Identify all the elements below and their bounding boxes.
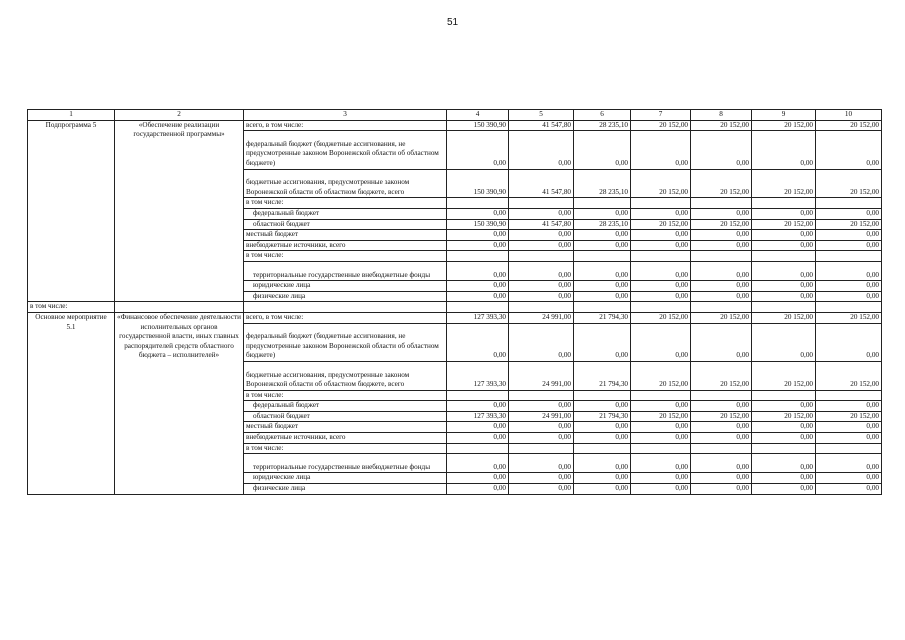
header-cell: 7 (631, 110, 691, 121)
amount-cell: 0,00 (574, 230, 631, 241)
amount-cell: 0,00 (509, 401, 574, 412)
amount-cell: 20 152,00 (691, 120, 752, 131)
amount-cell (631, 390, 691, 401)
funding-source-cell: в том числе: (244, 443, 447, 454)
amount-cell: 24 991,00 (509, 411, 574, 422)
table-body (28, 110, 882, 495)
amount-cell (816, 251, 882, 262)
amount-cell: 0,00 (631, 261, 691, 280)
amount-cell: 20 152,00 (631, 312, 691, 323)
amount-cell: 20 152,00 (631, 219, 691, 230)
amount-cell (574, 443, 631, 454)
amount-cell: 0,00 (752, 433, 816, 444)
amount-cell: 0,00 (816, 454, 882, 473)
amount-cell: 0,00 (447, 422, 509, 433)
amount-cell: 41 547,80 (509, 169, 574, 198)
amount-cell: 0,00 (816, 230, 882, 241)
amount-cell: 24 991,00 (509, 312, 574, 323)
funding-source-cell: местный бюджет (244, 422, 447, 433)
amount-cell (509, 390, 574, 401)
amount-cell: 127 393,30 (447, 361, 509, 390)
amount-cell (691, 251, 752, 262)
amount-cell: 0,00 (816, 291, 882, 302)
amount-cell: 0,00 (447, 281, 509, 292)
amount-cell: 0,00 (631, 291, 691, 302)
header-cell: 5 (509, 110, 574, 121)
amount-cell: 0,00 (509, 323, 574, 361)
amount-cell: 0,00 (752, 323, 816, 361)
program-code-cell: Подпрограмма 5 (28, 120, 115, 302)
funding-source-cell: областной бюджет (244, 411, 447, 422)
header-cell: 3 (244, 110, 447, 121)
amount-cell: 0,00 (509, 433, 574, 444)
amount-cell: 0,00 (447, 230, 509, 241)
amount-cell (447, 390, 509, 401)
amount-cell: 0,00 (631, 473, 691, 484)
amount-cell (574, 390, 631, 401)
amount-cell: 0,00 (631, 230, 691, 241)
amount-cell (509, 251, 574, 262)
amount-cell: 0,00 (691, 323, 752, 361)
amount-cell (816, 390, 882, 401)
funding-source-cell: юридические лица (244, 473, 447, 484)
amount-cell: 20 152,00 (752, 169, 816, 198)
amount-cell: 0,00 (816, 240, 882, 251)
amount-cell: 0,00 (631, 208, 691, 219)
header-cell: 2 (115, 110, 244, 121)
amount-cell: 0,00 (574, 433, 631, 444)
header-cell: 9 (752, 110, 816, 121)
amount-cell: 0,00 (752, 401, 816, 412)
amount-cell: 0,00 (631, 240, 691, 251)
amount-cell: 0,00 (509, 230, 574, 241)
amount-cell: 0,00 (509, 261, 574, 280)
amount-cell: 0,00 (574, 261, 631, 280)
empty-cell (574, 302, 631, 313)
amount-cell: 0,00 (816, 401, 882, 412)
amount-cell: 0,00 (509, 131, 574, 169)
amount-cell: 20 152,00 (752, 361, 816, 390)
amount-cell: 0,00 (574, 454, 631, 473)
amount-cell: 0,00 (574, 323, 631, 361)
amount-cell: 127 393,30 (447, 312, 509, 323)
funding-source-cell: внебюджетные источники, всего (244, 240, 447, 251)
amount-cell: 0,00 (509, 484, 574, 495)
program-code-cell: Основное мероприятие 5.1 (28, 312, 115, 494)
amount-cell (631, 251, 691, 262)
amount-cell: 20 152,00 (816, 169, 882, 198)
amount-cell (691, 198, 752, 209)
amount-cell: 0,00 (691, 261, 752, 280)
budget-table (27, 109, 882, 495)
amount-cell: 0,00 (447, 484, 509, 495)
amount-cell: 0,00 (691, 131, 752, 169)
amount-cell: 0,00 (509, 422, 574, 433)
amount-cell (447, 198, 509, 209)
empty-cell (631, 302, 691, 313)
amount-cell: 0,00 (574, 484, 631, 495)
amount-cell: 0,00 (816, 131, 882, 169)
amount-cell: 41 547,80 (509, 120, 574, 131)
amount-cell: 0,00 (752, 291, 816, 302)
funding-source-cell: федеральный бюджет (244, 401, 447, 412)
header-cell: 8 (691, 110, 752, 121)
amount-cell: 28 235,10 (574, 219, 631, 230)
funding-source-cell: федеральный бюджет (244, 208, 447, 219)
amount-cell: 0,00 (631, 454, 691, 473)
amount-cell: 150 390,90 (447, 219, 509, 230)
amount-cell: 28 235,10 (574, 120, 631, 131)
funding-source-cell: в том числе: (244, 198, 447, 209)
amount-cell: 0,00 (752, 230, 816, 241)
amount-cell: 0,00 (509, 473, 574, 484)
amount-cell: 21 794,30 (574, 361, 631, 390)
amount-cell (752, 390, 816, 401)
amount-cell: 0,00 (691, 484, 752, 495)
amount-cell: 0,00 (816, 473, 882, 484)
amount-cell: 127 393,30 (447, 411, 509, 422)
amount-cell (691, 443, 752, 454)
amount-cell: 0,00 (816, 422, 882, 433)
header-cell: 1 (28, 110, 115, 121)
amount-cell: 20 152,00 (752, 312, 816, 323)
amount-cell: 0,00 (752, 131, 816, 169)
amount-cell: 0,00 (816, 281, 882, 292)
amount-cell: 0,00 (691, 281, 752, 292)
funding-source-cell: федеральный бюджет (бюджетные ассигнования, не предусмотренные законом Воронежской области об областном бюджете) (244, 323, 447, 361)
amount-cell: 0,00 (752, 208, 816, 219)
amount-cell: 0,00 (752, 422, 816, 433)
funding-source-cell: бюджетные ассигнования, предусмотренные законом Воронежской области об областном бюджете, всего (244, 169, 447, 198)
amount-cell: 0,00 (816, 433, 882, 444)
empty-cell (752, 302, 816, 313)
amount-cell: 0,00 (447, 454, 509, 473)
page-number: 51 (446, 17, 459, 28)
funding-source-cell: бюджетные ассигнования, предусмотренные законом Воронежской области об областном бюджете, всего (244, 361, 447, 390)
amount-cell: 0,00 (631, 281, 691, 292)
funding-source-cell: всего, в том числе: (244, 312, 447, 323)
amount-cell: 0,00 (447, 131, 509, 169)
amount-cell (574, 198, 631, 209)
amount-cell: 0,00 (816, 208, 882, 219)
amount-cell: 0,00 (752, 281, 816, 292)
amount-cell: 0,00 (447, 433, 509, 444)
amount-cell: 0,00 (447, 261, 509, 280)
funding-source-cell: федеральный бюджет (бюджетные ассигнования, не предусмотренные законом Воронежской области об областном бюджете) (244, 131, 447, 169)
amount-cell: 0,00 (509, 240, 574, 251)
table-row (28, 312, 882, 323)
amount-cell (816, 443, 882, 454)
funding-source-cell: территориальные государственные внебюджетные фонды (244, 454, 447, 473)
amount-cell: 20 152,00 (816, 411, 882, 422)
amount-cell: 21 794,30 (574, 312, 631, 323)
program-name-cell: «Обеспечение реализации государственной программы» (115, 120, 244, 302)
amount-cell (816, 198, 882, 209)
empty-cell (816, 302, 882, 313)
amount-cell (509, 443, 574, 454)
amount-cell: 0,00 (447, 323, 509, 361)
amount-cell: 24 991,00 (509, 361, 574, 390)
header-cell: 4 (447, 110, 509, 121)
amount-cell: 0,00 (691, 454, 752, 473)
amount-cell: 0,00 (574, 131, 631, 169)
separator-label: в том числе: (28, 302, 115, 313)
amount-cell (631, 198, 691, 209)
amount-cell: 20 152,00 (752, 411, 816, 422)
empty-cell (691, 302, 752, 313)
amount-cell: 0,00 (631, 323, 691, 361)
amount-cell: 0,00 (631, 401, 691, 412)
funding-source-cell: физические лица (244, 291, 447, 302)
amount-cell: 0,00 (574, 422, 631, 433)
funding-source-cell: местный бюджет (244, 230, 447, 241)
amount-cell: 0,00 (816, 484, 882, 495)
funding-source-cell: внебюджетные источники, всего (244, 433, 447, 444)
amount-cell: 20 152,00 (631, 411, 691, 422)
amount-cell: 0,00 (574, 473, 631, 484)
amount-cell: 150 390,90 (447, 169, 509, 198)
amount-cell: 41 547,80 (509, 219, 574, 230)
amount-cell (752, 443, 816, 454)
amount-cell: 0,00 (691, 240, 752, 251)
amount-cell (691, 390, 752, 401)
amount-cell: 0,00 (691, 433, 752, 444)
amount-cell: 0,00 (574, 240, 631, 251)
amount-cell: 0,00 (574, 281, 631, 292)
amount-cell: 0,00 (752, 454, 816, 473)
amount-cell: 0,00 (691, 230, 752, 241)
amount-cell: 0,00 (631, 484, 691, 495)
amount-cell: 0,00 (631, 433, 691, 444)
amount-cell: 20 152,00 (691, 312, 752, 323)
amount-cell: 0,00 (447, 208, 509, 219)
amount-cell (509, 198, 574, 209)
amount-cell: 0,00 (574, 208, 631, 219)
amount-cell: 20 152,00 (691, 361, 752, 390)
amount-cell: 0,00 (631, 131, 691, 169)
amount-cell: 0,00 (631, 422, 691, 433)
amount-cell: 0,00 (816, 323, 882, 361)
header-cell: 6 (574, 110, 631, 121)
amount-cell: 20 152,00 (691, 169, 752, 198)
empty-cell (447, 302, 509, 313)
table-row (28, 120, 882, 131)
amount-cell: 20 152,00 (816, 120, 882, 131)
amount-cell: 0,00 (447, 240, 509, 251)
amount-cell: 0,00 (509, 454, 574, 473)
funding-source-cell: в том числе: (244, 390, 447, 401)
amount-cell: 20 152,00 (816, 361, 882, 390)
amount-cell: 0,00 (752, 261, 816, 280)
amount-cell: 0,00 (509, 291, 574, 302)
amount-cell: 150 390,90 (447, 120, 509, 131)
amount-cell (574, 251, 631, 262)
amount-cell: 0,00 (447, 473, 509, 484)
program-name-cell: «Финансовое обеспечение деятельности исполнительных органов государственной власти, иных главных распорядителей средств областного бюджета – исполнителей» (115, 312, 244, 494)
amount-cell: 0,00 (574, 401, 631, 412)
amount-cell: 0,00 (447, 291, 509, 302)
funding-source-cell: физические лица (244, 484, 447, 495)
amount-cell: 20 152,00 (631, 169, 691, 198)
amount-cell (447, 251, 509, 262)
separator-row (28, 302, 882, 313)
amount-cell (752, 251, 816, 262)
amount-cell: 21 794,30 (574, 411, 631, 422)
funding-source-cell: областной бюджет (244, 219, 447, 230)
funding-source-cell: юридические лица (244, 281, 447, 292)
amount-cell: 0,00 (574, 291, 631, 302)
amount-cell: 0,00 (752, 484, 816, 495)
amount-cell: 0,00 (816, 261, 882, 280)
empty-cell (509, 302, 574, 313)
amount-cell: 20 152,00 (691, 219, 752, 230)
header-row (28, 110, 882, 121)
amount-cell: 0,00 (509, 281, 574, 292)
amount-cell (447, 443, 509, 454)
header-cell: 10 (816, 110, 882, 121)
amount-cell: 20 152,00 (816, 219, 882, 230)
funding-source-cell: в том числе: (244, 251, 447, 262)
amount-cell: 0,00 (691, 401, 752, 412)
amount-cell: 0,00 (691, 291, 752, 302)
amount-cell: 20 152,00 (691, 411, 752, 422)
amount-cell: 20 152,00 (631, 361, 691, 390)
amount-cell: 20 152,00 (631, 120, 691, 131)
amount-cell: 0,00 (509, 208, 574, 219)
empty-cell (115, 302, 244, 313)
amount-cell: 20 152,00 (752, 219, 816, 230)
empty-cell (244, 302, 447, 313)
amount-cell: 0,00 (691, 208, 752, 219)
amount-cell: 0,00 (691, 473, 752, 484)
amount-cell: 20 152,00 (816, 312, 882, 323)
funding-source-cell: территориальные государственные внебюджетные фонды (244, 261, 447, 280)
funding-source-cell: всего, в том числе: (244, 120, 447, 131)
amount-cell: 28 235,10 (574, 169, 631, 198)
amount-cell: 0,00 (691, 422, 752, 433)
amount-cell (631, 443, 691, 454)
amount-cell: 20 152,00 (752, 120, 816, 131)
amount-cell (752, 198, 816, 209)
amount-cell: 0,00 (752, 240, 816, 251)
amount-cell: 0,00 (447, 401, 509, 412)
amount-cell: 0,00 (752, 473, 816, 484)
